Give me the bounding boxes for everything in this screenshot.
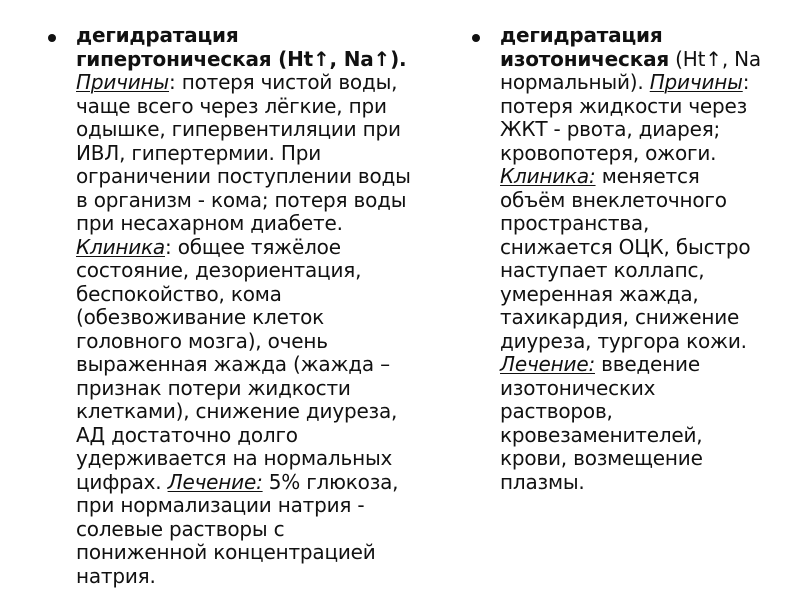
clinic-label: Клиника: <box>500 164 596 188</box>
treatment-text: 5% глюкоза, при нормализации натрия - солевые растворы с пониженной концентрацией натрия. <box>76 469 399 588</box>
clinic-colon: : <box>165 234 178 259</box>
bullet-item-isotonic <box>472 24 762 494</box>
clinic-text: общее тяжёлое состояние, дезориентация, беспокойство, кома (обезвоживание клеток головного мозга), очень выраженная жажда (жажда – признак потери жидкости клетками), снижение диуреза, АД достаточно долго удерживается на нормальных цифрах. <box>76 234 398 494</box>
causes-label: Причины <box>76 70 170 94</box>
isotonic-heading: дегидратация изотоническая <box>500 23 670 71</box>
causes-colon: : <box>742 70 750 94</box>
hypertonic-heading: дегидратация гипертоническая (Ht↑, Na↑). <box>76 23 407 71</box>
treatment-label: Лечение: <box>500 352 595 376</box>
treatment-label: Лечение: <box>167 469 263 494</box>
clinic-label: Клиника <box>76 234 165 259</box>
clinic-text: меняется объём внеклеточного пространства, снижается ОЦК, быстро наступает коллапс, умеренная жажда, тахикардия, снижение диуреза, тургора кожи. <box>500 164 751 353</box>
bullet-item-hypertonic <box>48 24 418 588</box>
causes-text: потеря жидкости через ЖКТ - рвота, диарея; кровопотеря, ожоги. <box>500 93 748 165</box>
causes-text: потеря чистой воды, чаще всего через лёгкие, при одышке, гипервентиляции при ИВЛ, гипертермии. При ограничении поступлении воды в организм - кома; потеря воды при несахарном диабете. <box>76 70 411 235</box>
bullet-dot-icon <box>472 34 480 42</box>
left-column <box>48 24 418 588</box>
treatment-text: введение изотонических растворов, кровезаменителей, крови, возмещение плазмы. <box>500 352 703 494</box>
causes-colon: : <box>169 70 182 94</box>
causes-label: Причины <box>649 70 743 94</box>
bullet-dot-icon <box>48 34 56 42</box>
isotonic-heading-rest: (Ht↑, Na нормальный). <box>500 46 761 94</box>
right-column <box>472 24 762 494</box>
